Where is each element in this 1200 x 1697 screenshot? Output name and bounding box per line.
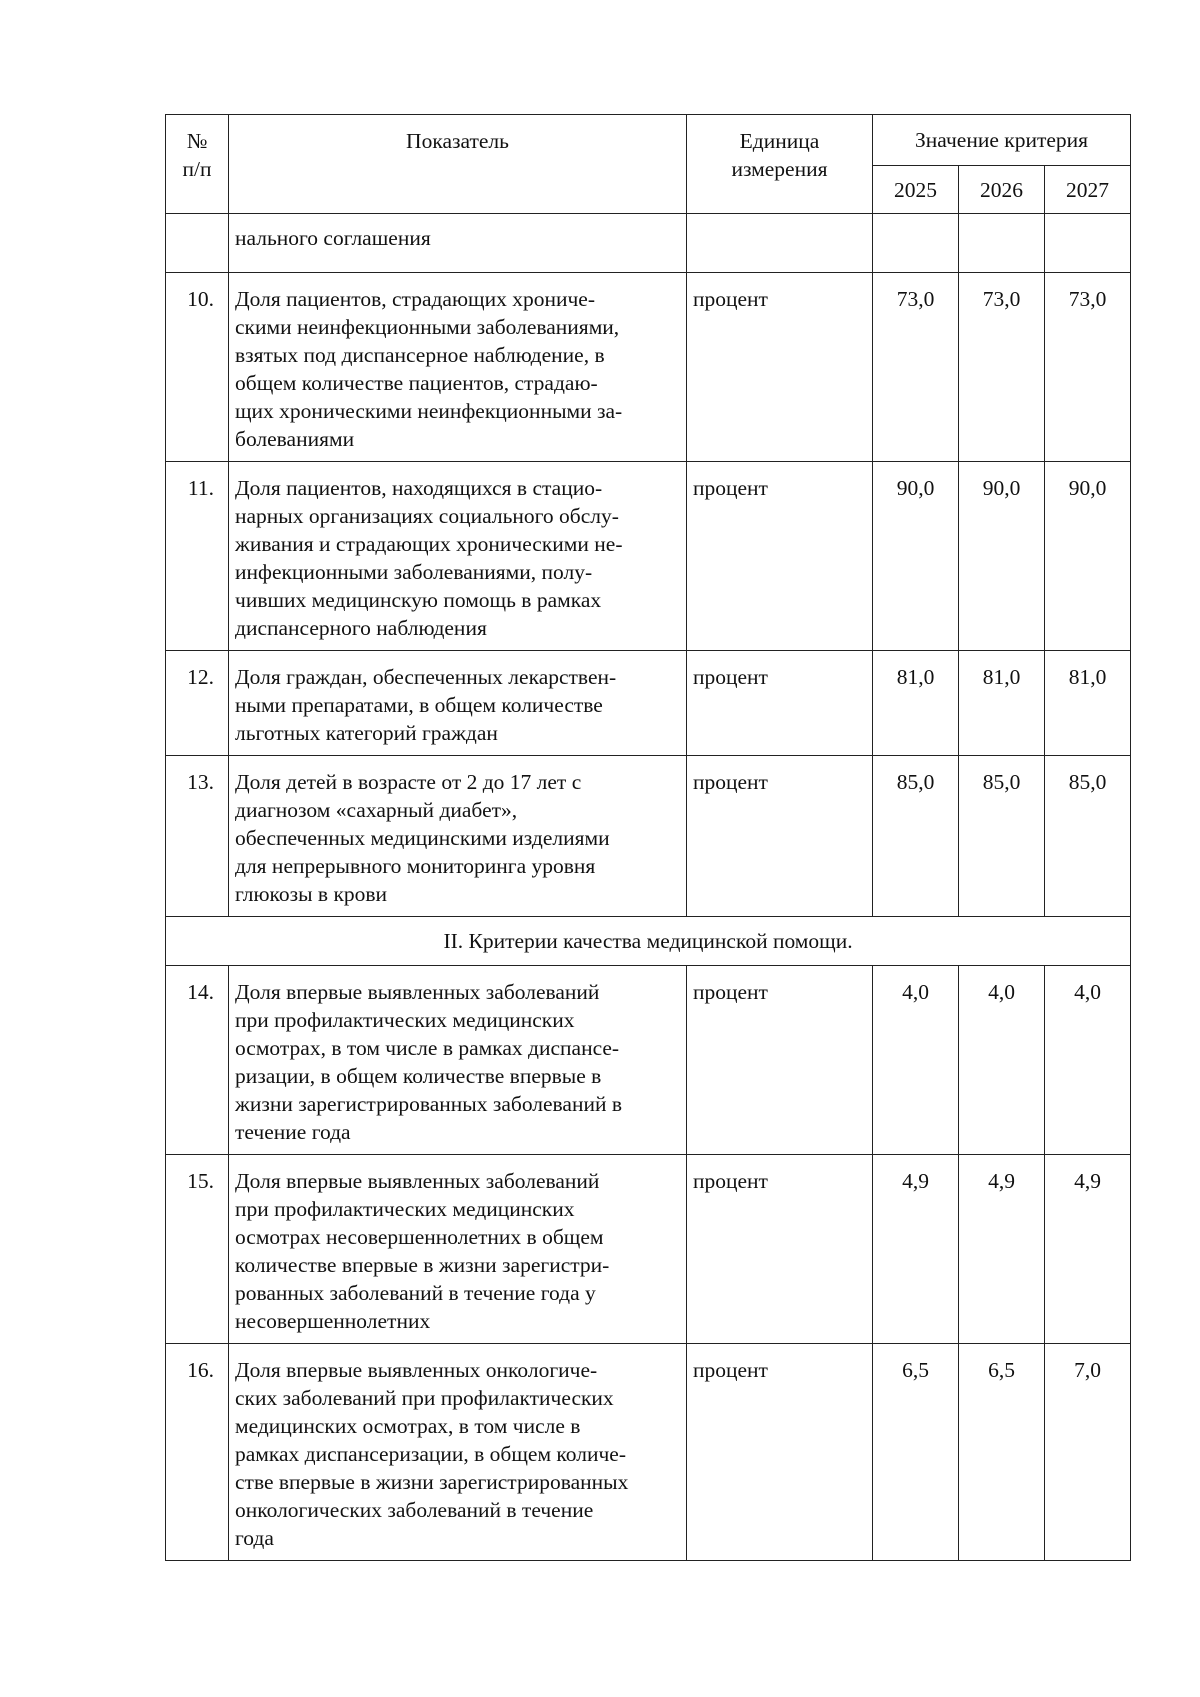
row-unit: процент [687,1155,873,1344]
table-row [166,1344,1131,1561]
table-row [166,651,1131,756]
row-value-2027: 90,0 [1045,462,1131,651]
continuation-v1 [873,214,959,273]
indicator-line: Доля детей в возрасте от 2 до 17 лет с [235,770,582,794]
continuation-num [166,214,229,273]
indicator-line: общем количестве пациентов, страдаю- [235,371,598,395]
table-row [166,966,1131,1155]
row-unit: процент [687,273,873,462]
row-value-2025: 4,0 [873,966,959,1155]
indicator-line: рамках диспансеризации, в общем количе- [235,1442,626,1466]
indicator-line: при профилактических медицинских [235,1197,575,1221]
indicator-line: глюкозы в крови [235,882,388,906]
continuation-row [166,214,1131,273]
row-value-2027: 4,9 [1045,1155,1131,1344]
continuation-v3 [1045,214,1131,273]
indicator-line: онкологических заболеваний в течение [235,1498,594,1522]
indicator-line: льготных категорий граждан [235,721,498,745]
row-number: 16. [166,1344,229,1561]
indicator-line: Доля впервые выявленных заболеваний [235,980,600,1004]
indicator-line: рованных заболеваний в течение года у [235,1281,596,1305]
row-value-2026: 73,0 [959,273,1045,462]
header-unit: Единица измерения [687,115,873,214]
row-value-2026: 4,9 [959,1155,1045,1344]
header-year-2027: 2027 [1045,166,1131,214]
section-title: II. Критерии качества медицинской помощи. [166,917,1131,966]
row-indicator [229,462,687,651]
indicator-line: ными препаратами, в общем количестве [235,693,603,717]
indicator-line: для непрерывного мониторинга уровня [235,854,596,878]
indicator-line: скими неинфекционными заболеваниями, [235,315,620,339]
table-row [166,462,1131,651]
row-number: 13. [166,756,229,917]
indicator-line: течение года [235,1120,351,1144]
row-value-2026: 81,0 [959,651,1045,756]
header-num: № п/п [166,115,229,214]
row-value-2026: 4,0 [959,966,1045,1155]
indicator-line: Доля пациентов, страдающих хрониче- [235,287,595,311]
indicator-line: ских заболеваний при профилактических [235,1386,614,1410]
indicator-line: медицинских осмотрах, в том числе в [235,1414,581,1438]
row-number: 14. [166,966,229,1155]
row-unit: процент [687,756,873,917]
row-value-2027: 4,0 [1045,966,1131,1155]
indicator-line: Доля впервые выявленных заболеваний [235,1169,600,1193]
row-value-2027: 73,0 [1045,273,1131,462]
row-indicator [229,273,687,462]
row-indicator [229,966,687,1155]
row-value-2025: 90,0 [873,462,959,651]
indicator-line: диспансерного наблюдения [235,616,487,640]
indicator-line: обеспеченных медицинскими изделиями [235,826,610,850]
indicator-line: года [235,1526,274,1550]
continuation-v2 [959,214,1045,273]
row-number: 15. [166,1155,229,1344]
indicator-line: чивших медицинскую помощь в рамках [235,588,602,612]
row-unit: процент [687,1344,873,1561]
row-value-2025: 6,5 [873,1344,959,1561]
header-indicator: Показатель [229,115,687,214]
row-value-2027: 7,0 [1045,1344,1131,1561]
indicator-line: несовершеннолетних [235,1309,431,1333]
row-value-2027: 85,0 [1045,756,1131,917]
table-row [166,756,1131,917]
row-indicator [229,1155,687,1344]
indicator-line: инфекционными заболеваниями, полу- [235,560,593,584]
row-indicator [229,651,687,756]
indicator-line: болеваниями [235,427,355,451]
row-indicator [229,1344,687,1561]
table-row [166,1155,1131,1344]
continuation-unit [687,214,873,273]
row-indicator [229,756,687,917]
indicator-line: Доля пациентов, находящихся в стацио- [235,476,603,500]
header-year-2025: 2025 [873,166,959,214]
indicator-line: жизни зарегистрированных заболеваний в [235,1092,623,1116]
row-value-2025: 4,9 [873,1155,959,1344]
indicator-line: диагнозом «сахарный диабет», [235,798,518,822]
indicator-line: количестве впервые в жизни зарегистри- [235,1253,610,1277]
row-value-2026: 6,5 [959,1344,1045,1561]
row-unit: процент [687,462,873,651]
header-year-2026: 2026 [959,166,1045,214]
row-value-2025: 85,0 [873,756,959,917]
indicator-line: Доля граждан, обеспеченных лекарствен- [235,665,617,689]
indicator-line: живания и страдающих хроническими не- [235,532,623,556]
row-value-2026: 85,0 [959,756,1045,917]
indicator-line: нарных организациях социального обслу- [235,504,619,528]
indicator-line: ризации, в общем количестве впервые в [235,1064,602,1088]
indicator-line: осмотрах несовершеннолетних в общем [235,1225,604,1249]
row-value-2025: 81,0 [873,651,959,756]
row-value-2025: 73,0 [873,273,959,462]
indicator-line: взятых под диспансерное наблюдение, в [235,343,605,367]
header-value: Значение критерия [873,115,1131,166]
continuation-text: нального соглашения [229,214,687,273]
row-unit: процент [687,966,873,1155]
indicator-line: при профилактических медицинских [235,1008,575,1032]
indicator-line: щих хроническими неинфекционными за- [235,399,623,423]
header-row [166,115,1131,166]
row-unit: процент [687,651,873,756]
row-value-2027: 81,0 [1045,651,1131,756]
indicator-line: Доля впервые выявленных онкологиче- [235,1358,598,1382]
row-number: 11. [166,462,229,651]
section-row [166,917,1131,966]
row-value-2026: 90,0 [959,462,1045,651]
table-row [166,273,1131,462]
indicator-line: осмотрах, в том числе в рамках диспансе- [235,1036,620,1060]
row-number: 12. [166,651,229,756]
criteria-table [165,114,1131,1561]
indicator-line: стве впервые в жизни зарегистрированных [235,1470,629,1494]
row-number: 10. [166,273,229,462]
